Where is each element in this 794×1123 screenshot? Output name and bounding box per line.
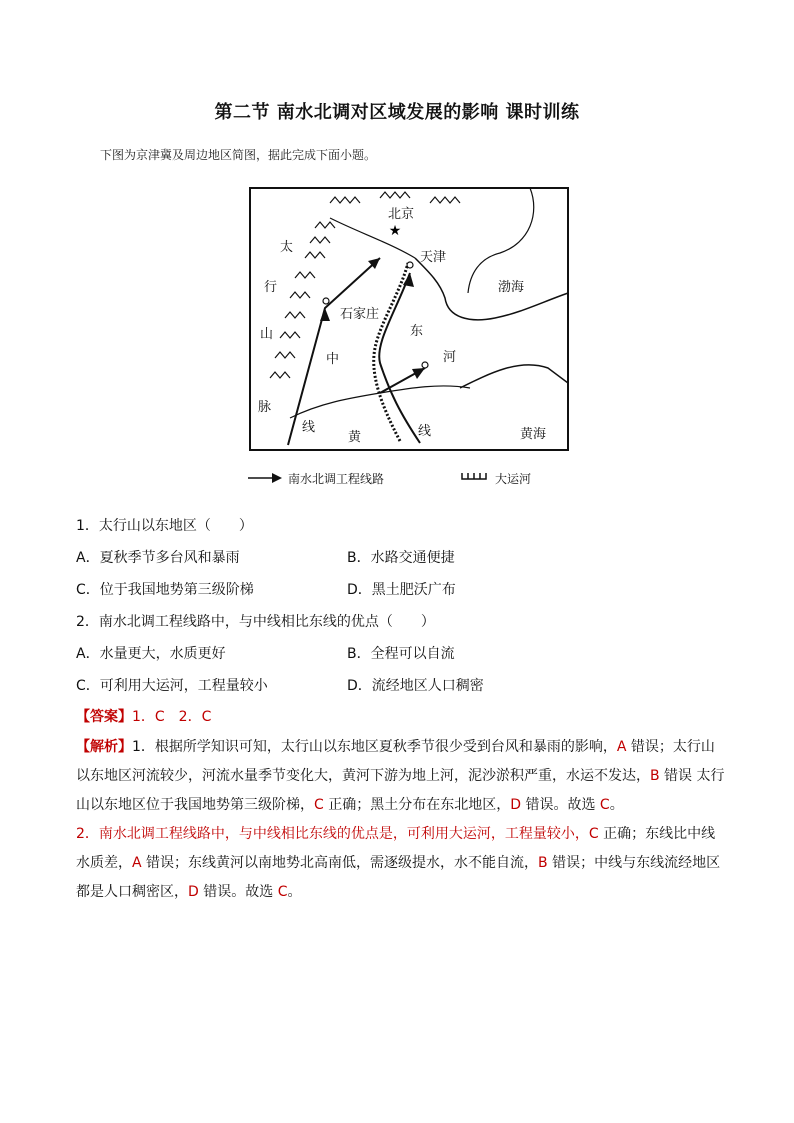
analysis-text: 错误；东线黄河以南地势北高南低，需逐级提水，水不能自流， [141,855,539,871]
analysis-option: D [188,884,199,900]
analysis-text: 正确；黑土分布在东北地区， [323,797,511,813]
label-dong: 东 [410,324,424,339]
legend-canal-icon [462,473,486,479]
analysis-text: 错误；太行山以东地区河流较少，河流水量季节变化大，黄河下游为地上河，泥沙淤积严重，水运不发达， [76,739,715,784]
analysis-option: B [538,855,548,871]
jinan-dot [422,362,428,368]
label-tai: 太 [280,240,294,255]
q2-option-b: B．全程可以自流 [347,646,455,662]
label-bohai: 渤海 [498,280,525,295]
label-zhong: 中 [326,352,340,367]
q2-option-d: D．流经地区人口稠密 [347,678,484,694]
analysis-text: 。 [609,797,624,813]
q2-stem: 2．南水北调工程线路中，与中线相比东线的优点（ ） [76,614,435,630]
label-shan: 山 [260,327,274,342]
analysis-text: 错误。故选 [198,884,278,900]
beijing-star: ★ [388,223,402,239]
analysis-text: 错误。故选 [521,797,600,813]
answer-tag: 【答案】 [76,709,132,725]
label-shijiazhuang: 石家庄 [340,307,380,322]
intro-text: 下图为京津冀及周边地区简图，据此完成下面小题。 [100,148,377,162]
q1-option-b: B．水路交通便捷 [347,550,455,566]
q2-option-a: A．水量更大，水质更好 [76,646,226,662]
shijiazhuang-dot [323,298,329,304]
tianjin-dot [407,262,413,268]
map-figure [230,183,572,493]
analysis-option: C [314,797,324,813]
label-hang: 行 [264,280,278,295]
analysis-text: 错误；中线与东线流经地区都是人口稠密区， [76,855,721,900]
analysis-tag: 【解析】 [76,739,132,755]
analysis-option: C [588,826,599,842]
answer-line [76,706,211,726]
label-beijing: 北京 [388,207,415,222]
analysis-option: C [277,884,288,900]
legend-arrow-icon [272,473,282,483]
map-legend [248,471,531,486]
q1-stem: 1．太行山以东地区（ ） [76,518,253,534]
label-huanghai: 黄海 [520,427,547,442]
analysis-text: 。 [287,884,302,900]
label-tianjin: 天津 [420,250,447,265]
legend-canal-label: 大运河 [495,472,532,486]
analysis-text: 2．南水北调工程线路中，与中线相比东线的优点是，可利用大运河，工程量较小， [76,826,589,842]
analysis-text: 错误 太行山以东地区位于我国地势第三级阶梯， [76,768,725,813]
analysis-text: 正确；东线比中线水质差， [76,826,716,871]
analysis-text: 1．根据所学知识可知，太行山以东地区夏秋季节很少受到台风和暴雨的影响， [132,739,617,755]
analysis-option: B [650,768,660,784]
q1-option-a: A．夏秋季节多台风和暴雨 [76,550,240,566]
analysis-option: D [510,797,522,813]
q1-option-c: C．位于我国地势第三级阶梯 [76,582,254,598]
legend-route-label: 南水北调工程线路 [288,472,385,486]
label-xian-east: 线 [418,424,432,439]
label-huang: 黄 [348,430,362,445]
label-mai: 脉 [258,400,272,415]
analysis-paragraph-2 [76,820,726,907]
label-xian-mid: 线 [302,420,316,435]
analysis-block [76,733,726,907]
analysis-option: A [616,739,627,755]
q1-option-d: D．黑土肥沃广布 [347,582,456,598]
label-he: 河 [443,350,457,365]
q2-option-c: C．可利用大运河，工程量较小 [76,678,268,694]
answer-text: 1．C 2．C [132,709,212,725]
analysis-option: A [132,855,142,871]
analysis-option: C [599,797,610,813]
analysis-paragraph-1 [76,733,726,820]
page-title: 第二节 南水北调对区域发展的影响 课时训练 [214,102,580,123]
